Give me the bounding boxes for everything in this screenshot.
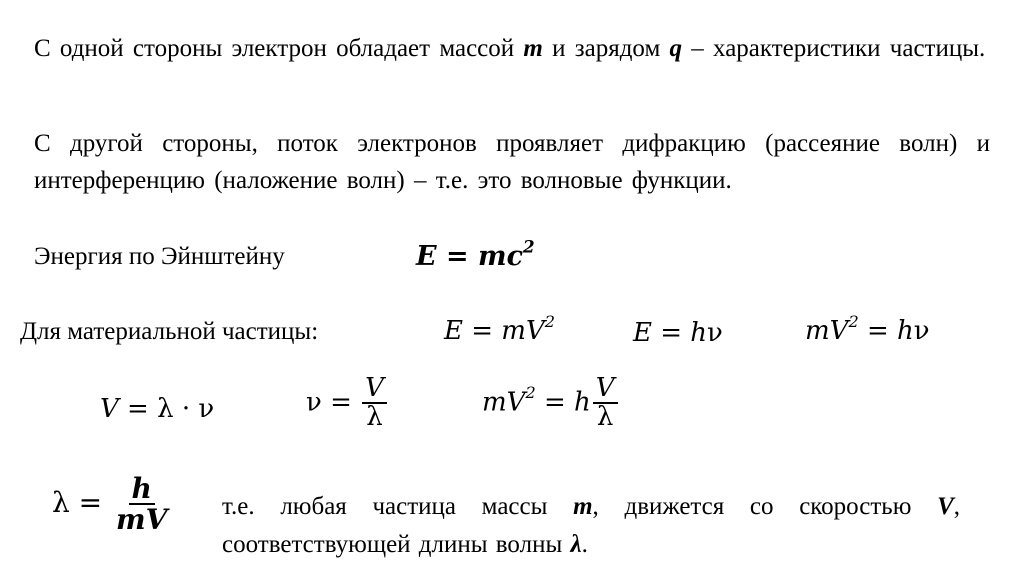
formula-wavelength-fraction [113,474,170,535]
material-particle-label: Для материальной частицы: [20,318,319,345]
formula-energy-hnu-nu: ν [707,318,723,348]
formula-wavelength-lhs: λ = [52,485,112,519]
formula-mv2-equals-hnu [805,311,930,346]
formula-energy-relation-denominator: λ [596,402,614,433]
conclusion-text-3: , соответствующей длины волны [222,493,960,558]
conclusion-text-2: , движется со скоростью [592,493,938,520]
formula-wavelength [52,474,172,535]
formula-energy-relation [482,375,620,432]
formula-mv2-exponent: 2 [848,311,859,331]
formula-energy-hnu-base: E = h [633,318,708,348]
formula-mv2-rhs: = h [858,316,914,346]
mass-symbol: m [523,35,543,62]
paragraph-wave-properties [34,125,990,199]
formula-energy-relation-fraction [593,375,618,432]
paragraph-electron-properties [34,30,990,67]
formula-wavelength-denominator: mV [116,503,168,537]
formula-energy-relation-exponent: 2 [525,383,536,403]
formula-mv2-base: mV [805,316,849,346]
formula-frequency-numerator: V [362,375,387,404]
einstein-formula [416,236,535,272]
formula-energy-relation-mid: = h [535,387,591,418]
formula-frequency-denominator: λ [366,402,383,433]
einstein-formula-base: E = mc [416,241,524,272]
conclusion-lambda-symbol: λ [570,531,582,558]
formula-energy-hnu [633,320,723,346]
einstein-label: Энергия по Эйнштейну [34,243,285,270]
conclusion-text [222,488,960,564]
formula-energy-mv2-exponent: 2 [544,311,555,331]
formula-wavelength-numerator: h [129,474,155,505]
formula-frequency-fraction [362,375,387,432]
formula-velocity [100,396,214,422]
formula-velocity-rhs: λ · ν [157,394,215,424]
paragraph1-text-3: – характеристики частицы. [682,35,986,62]
formula-frequency-lhs: ν = [306,387,361,418]
paragraph1-text-1: С одной стороны электрон обладает массой [34,35,524,62]
formula-energy-mv2-base: E = mV [444,316,545,346]
formula-energy-relation-numerator: V [593,375,618,404]
formula-frequency [306,375,389,432]
charge-symbol: q [669,35,683,62]
conclusion-mass-symbol: m [573,493,593,520]
conclusion-text-4: . [581,531,588,558]
paragraph2-text: С другой стороны, поток электронов проявляет дифракцию (рассеяние волн) и интерференцию (наложение волн) – т.е. это волновые функции. [34,130,990,194]
paragraph1-text-2: и зарядом [542,35,670,62]
conclusion-text-1: т.е. любая частица массы [222,493,574,520]
formula-mv2-nu: ν [913,316,930,346]
einstein-formula-exponent: 2 [523,236,535,257]
formula-energy-relation-lhs: mV [482,387,526,418]
conclusion-velocity-symbol: V [937,493,954,520]
formula-energy-mv2 [444,311,555,346]
formula-velocity-lhs: V = [100,394,158,424]
